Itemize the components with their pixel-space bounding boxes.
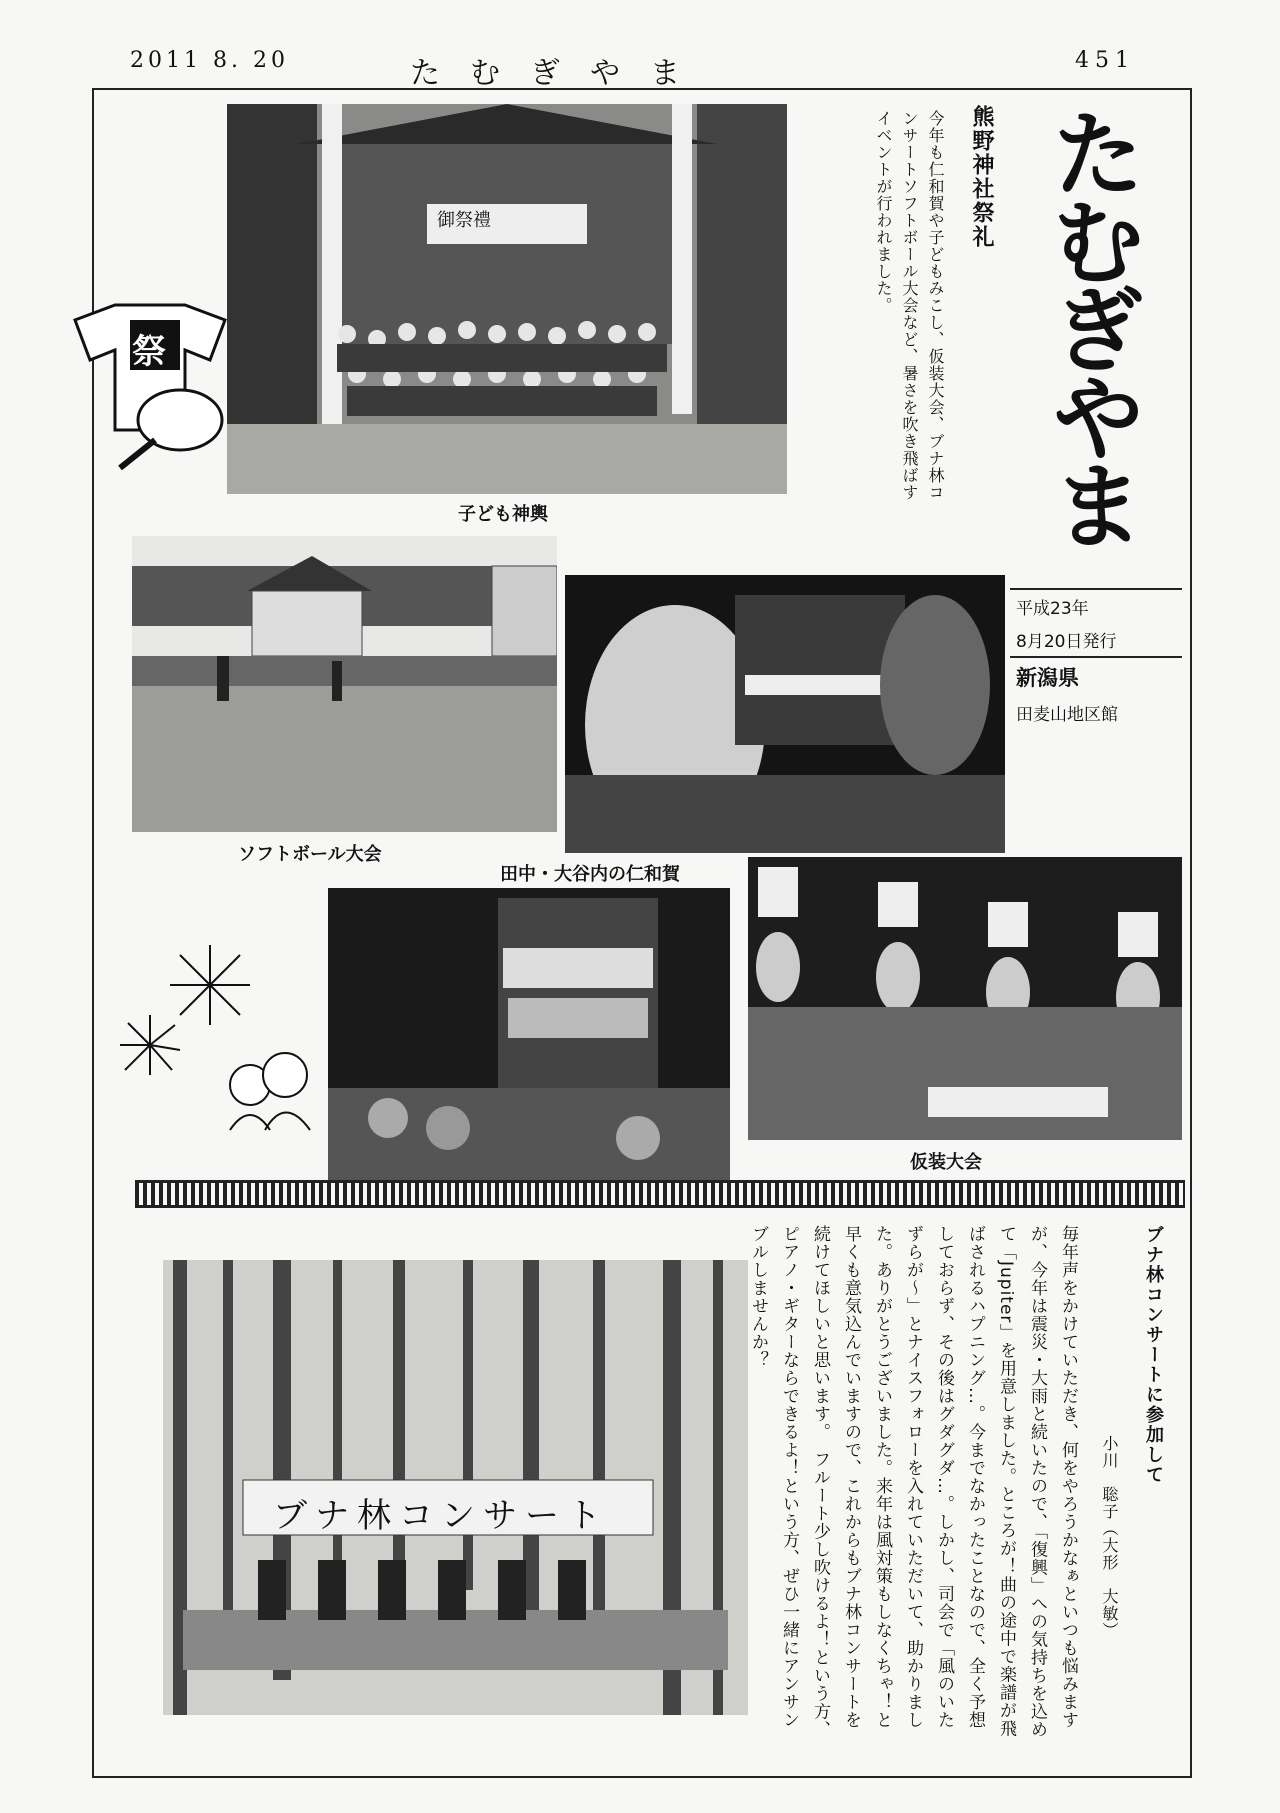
- mikoshi-caption: 子ども神輿: [458, 504, 548, 525]
- costume-caption: 仮装大会: [910, 1152, 982, 1173]
- section-divider: [135, 1180, 1185, 1208]
- shrine-banner-text: 御祭禮: [437, 210, 491, 231]
- article2-author: 小川 聡子（大形 大敏）: [1100, 1435, 1119, 1639]
- page-number: 451: [1075, 48, 1135, 73]
- issue-day: 8月20日発行: [1016, 632, 1117, 652]
- mikoshi-photo: [227, 104, 787, 494]
- issue-date: 2011 8. 20: [130, 48, 289, 73]
- concert-banner-text: ブナ林コンサート: [273, 1496, 609, 1536]
- fireworks-illustration: [100, 935, 320, 1135]
- masthead-logo: [1010, 105, 1185, 575]
- niwaka-float-photo: [565, 575, 1005, 853]
- niwaka-caption: 田中・大谷内の仁和賀: [500, 864, 680, 885]
- prefecture: 新潟県: [1010, 656, 1182, 696]
- issue-info-box: [1010, 588, 1182, 729]
- night-stage-photo: [328, 888, 730, 1182]
- concert-photo: [163, 1260, 748, 1715]
- masthead-logo-text: たむぎやま: [1035, 105, 1145, 545]
- article1-heading: 熊野神社祭礼: [969, 105, 994, 249]
- page-header: [0, 48, 1280, 91]
- issue-year: 平成23年: [1016, 599, 1089, 619]
- article1-body: 今年も仁和賀や子どもみこし、仮装大会、ブナ林コンサートソフトボール大会など、暑さを吹き飛ばすイベントが行われました。: [874, 110, 945, 501]
- article2-heading: ブナ林コンサートに参加して: [1143, 1225, 1164, 1485]
- publisher: 田麦山地区館: [1016, 705, 1118, 725]
- softball-photo: [132, 536, 557, 832]
- article2-body: 毎年声をかけていただき、何をやろうかなぁといつも悩みますが、今年は震災・大雨と続いたので、「復興」への気持ちを込めて「Jupiter」を用意しました。ところが！曲の途中で楽譜が飛ばされるハプニング…。今までなかったことなので、全く予想しておらず、その後はグダグダ…。しかし、司会で「風のいたずらが～」とナイスフォローを入れていただいて、助かりました。ありがとうございました。来年は風対策もしなくちゃ！と早くも意気込んでいますので、これからもブナ林コンサートを続けてほしいと思います。 フルート少し吹けるよ！という方、ピアノ・ギターならできるよ！という方、ぜひ一緒にアンサンブルしませんか？: [748, 1225, 1078, 1739]
- newsletter-title: たむぎやま: [410, 56, 710, 91]
- festival-stamp-text: 祭: [132, 332, 166, 372]
- softball-caption: ソフトボール大会: [238, 844, 382, 865]
- festival-happi-illustration: [60, 300, 240, 470]
- costume-photo: [748, 857, 1182, 1140]
